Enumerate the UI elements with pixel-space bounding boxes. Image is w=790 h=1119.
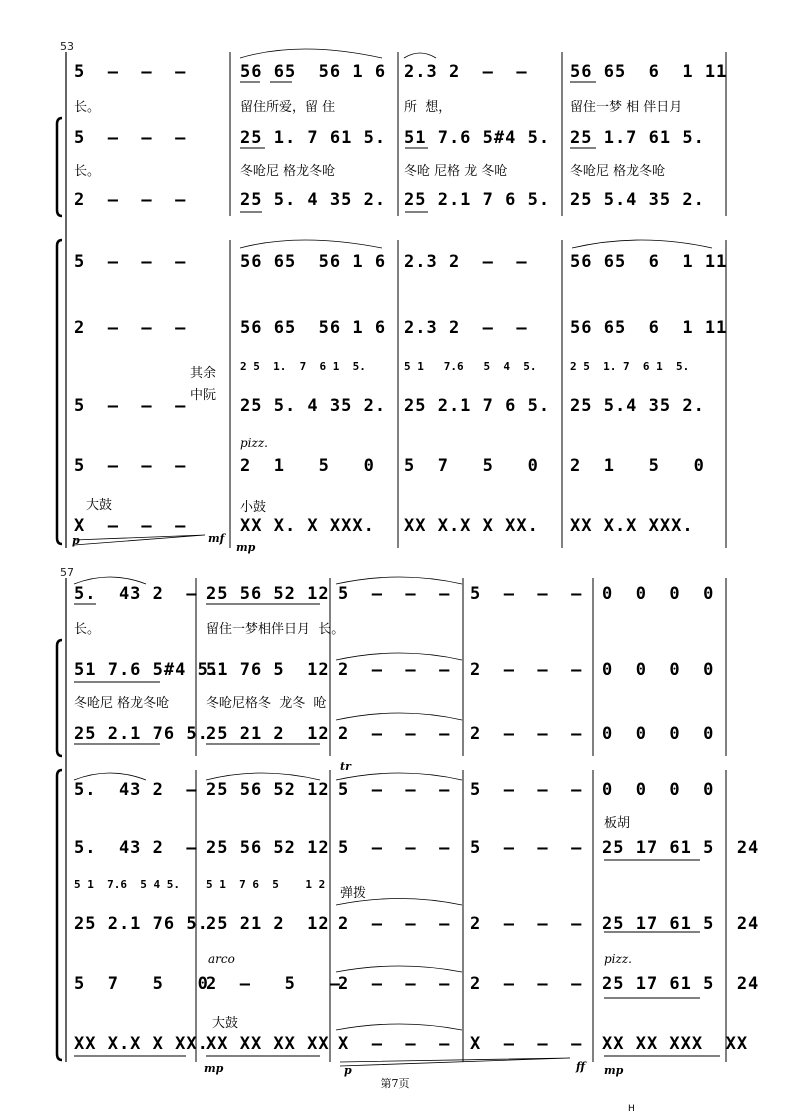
s1-chorus-upper-m2: 25 1. 7 61 5.	[240, 128, 387, 148]
s1-inst2-m4: 56 65 6 1 11	[570, 318, 728, 338]
s1-lyric1-m4: 留住一梦 相 伴日月	[570, 100, 683, 115]
page-number: 第7页	[380, 1077, 410, 1090]
dynamic-p: p	[344, 1064, 352, 1077]
s2-inst4-m2: 2 – 5 –	[206, 974, 341, 994]
s1-inst3-m2: 25 5. 4 35 2.	[240, 396, 387, 416]
s2-inst4-m4: 2 – – –	[470, 974, 583, 994]
s1-inst2-m1: 2 – – –	[74, 318, 187, 338]
s2-inst4-m3: 2 – – –	[338, 974, 451, 994]
s2-inst3-m3: 2 – – –	[338, 914, 451, 934]
s2-inst3-m2: 25 21 2 12	[206, 914, 330, 934]
s1-lyric1-m1: 长。	[74, 100, 101, 115]
s2-inst3-m1: 25 2.1 76 5.	[74, 914, 209, 934]
s2-inst1-m5: 0 0 0 0	[602, 780, 715, 800]
s1-inst1-m3: 2.3 2 – –	[404, 252, 528, 272]
s1-inst3small-m3: 5 1 7.6 5 4 5.	[404, 360, 537, 373]
s1-lyric2-m4: 冬呛尼 格龙冬呛	[570, 164, 666, 179]
s1-lyric2-m2: 冬呛尼 格龙冬呛	[240, 164, 336, 179]
s2-inst3small-m1: 5 1 7.6 5 4 5.	[74, 878, 180, 891]
s2-perc-m4: X – – –	[470, 1034, 583, 1054]
s2-inst1-m4: 5 – – –	[470, 780, 583, 800]
s1-inst4-m4: 2 1 5 0	[570, 456, 705, 476]
s2-perc-m2: XX XX XX XX	[206, 1034, 330, 1054]
s2-chorus-lower-m3: 2 – – –	[338, 724, 451, 744]
s2-inst2-m4: 5 – – –	[470, 838, 583, 858]
s2-inst2-m5: 25 17 61 5 24	[602, 838, 760, 858]
s1-inst2-m3: 2.3 2 – –	[404, 318, 528, 338]
s1-inst3small-m2: 2 5 1. 7 6 1 5.	[240, 360, 366, 373]
s1-melody-m1: 5 – – –	[74, 62, 187, 82]
s2-inst2-m3: 5 – – –	[338, 838, 451, 858]
s2-inst3-m4: 2 – – –	[470, 914, 583, 934]
s1-inst1-m1: 5 – – –	[74, 252, 187, 272]
tanbo-label: 弹拨	[340, 886, 367, 901]
other-zhongruan-label-2: 中阮	[190, 388, 217, 403]
s1-lyric1-m3: 所 想，	[404, 100, 452, 115]
trill-mark: tr	[340, 760, 351, 773]
s1-chorus-upper-m3: 51 7.6 5#4 5.	[404, 128, 551, 148]
s1-chorus-lower-m3: 25 2.1 7 6 5.	[404, 190, 551, 210]
s2-lyric2-m1: 冬呛尼 格龙冬呛	[74, 696, 170, 711]
s2-chorus-lower-m2: 25 21 2 12	[206, 724, 330, 744]
s2-perc-m3: X – – –	[338, 1034, 451, 1054]
s2-lyric1-m1: 长。	[74, 622, 101, 637]
s2-chorus-upper-m2: 51 76 5 12	[206, 660, 330, 680]
s2-melody-m3: 5 – – –	[338, 584, 451, 604]
s1-chorus-lower-m4: 25 5.4 35 2.	[570, 190, 705, 210]
s1-perc-m4: XX X.X XXX.	[570, 516, 694, 536]
s2-inst2-m2: 25 56 52 12	[206, 838, 330, 858]
s2-chorus-upper-m4: 2 – – –	[470, 660, 583, 680]
s2-melody-m5: 0 0 0 0	[602, 584, 715, 604]
s1-inst2-m2: 56 65 56 1 6	[240, 318, 387, 338]
s2-inst2-m1: 5. 43 2 –	[74, 838, 198, 858]
s1-inst1-m2: 56 65 56 1 6	[240, 252, 387, 272]
s1-lyric2-m3: 冬呛 尼格 龙 冬呛	[404, 164, 508, 179]
dynamic-p: p	[72, 534, 80, 547]
s2-lyric2-m2: 冬呛尼格冬 龙冬 呛	[206, 696, 327, 711]
s1-melody-m3: 2.3 2 – –	[404, 62, 528, 82]
s1-chorus-upper-m4: 25 1.7 61 5.	[570, 128, 705, 148]
s1-lyric1-m2: 留住所爱，留 住	[240, 100, 336, 115]
bass-drum-label: 大鼓	[86, 498, 113, 513]
s2-inst1-m1: 5. 43 2 –	[74, 780, 198, 800]
s2-inst1-m2: 25 56 52 12	[206, 780, 330, 800]
dynamic-mp: mp	[204, 1062, 224, 1075]
pizz-label: pizz.	[240, 436, 268, 450]
s1-lyric2-m1: 长。	[74, 164, 101, 179]
dynamic-mf: mf	[208, 532, 225, 545]
s2-inst4-m1: 5 7 5 0	[74, 974, 209, 994]
s1-inst3small-m4: 2 5 1. 7 6 1 5.	[570, 360, 690, 373]
s1-inst4-m3: 5 7 5 0	[404, 456, 539, 476]
s2-perc-m5: XX XX XXX XX	[602, 1034, 749, 1054]
s2-chorus-lower-m4: 2 – – –	[470, 724, 583, 744]
pizz-label: pizz.	[604, 952, 632, 966]
arco-label: arco	[208, 952, 235, 966]
s2-inst4-m5: 25 17 61 5 24	[602, 974, 760, 994]
s2-chorus-upper-m3: 2 – – –	[338, 660, 451, 680]
s1-chorus-lower-m2: 25 5. 4 35 2.	[240, 190, 387, 210]
s1-chorus-upper-m1: 5 – – –	[74, 128, 187, 148]
s2-inst3-m5: 25 17 61 5 24	[602, 914, 760, 934]
s1-inst4-m2: 2 1 5 0	[240, 456, 375, 476]
s1-perc-m2: XX X. X XXX.	[240, 516, 375, 536]
snare-label: 小鼓	[240, 500, 267, 515]
s1-melody-m2: 56 65 56 1 6	[240, 62, 387, 82]
s2-melody-m1: 5. 43 2 –	[74, 584, 198, 604]
s2-chorus-upper-m5: 0 0 0 0	[602, 660, 715, 680]
bass-drum-label: 大鼓	[212, 1016, 239, 1031]
s2-melody-m2: 25 56 52 12	[206, 584, 330, 604]
dynamic-ff: ff	[576, 1060, 586, 1073]
corner-mark: H	[628, 1104, 635, 1114]
other-zhongruan-label: 其余	[190, 366, 217, 381]
s2-chorus-lower-m1: 25 2.1 76 5.	[74, 724, 209, 744]
dynamic-mp: mp	[236, 541, 256, 554]
s1-inst4-m1: 5 – – –	[74, 456, 187, 476]
s1-perc-m3: XX X.X X XX.	[404, 516, 539, 536]
s1-inst3-m4: 25 5.4 35 2.	[570, 396, 705, 416]
s1-melody-m4: 56 65 6 1 11	[570, 62, 728, 82]
s2-chorus-upper-m1: 51 7.6 5#4 5.	[74, 660, 221, 680]
s2-inst1-m3: 5 – – –	[338, 780, 451, 800]
banhu-label: 板胡	[604, 816, 631, 831]
dynamic-mp-2: mp	[604, 1064, 624, 1077]
s1-chorus-lower-m1: 2 – – –	[74, 190, 187, 210]
s2-inst3small-m2: 5 1 7 6 5 1 2	[206, 878, 326, 891]
s2-lyric1-m2: 留住一梦相伴日月 长。	[206, 622, 345, 637]
s2-chorus-lower-m5: 0 0 0 0	[602, 724, 715, 744]
s1-inst1-m4: 56 65 6 1 11	[570, 252, 728, 272]
measure-number: 53	[60, 40, 74, 53]
s1-inst3-m3: 25 2.1 7 6 5.	[404, 396, 551, 416]
s2-perc-m1: XX X.X X XX.	[74, 1034, 209, 1054]
s1-inst3-m1: 5 – – –	[74, 396, 187, 416]
measure-number: 57	[60, 566, 74, 579]
s2-melody-m4: 5 – – –	[470, 584, 583, 604]
s1-perc-m1: X – – –	[74, 516, 187, 536]
